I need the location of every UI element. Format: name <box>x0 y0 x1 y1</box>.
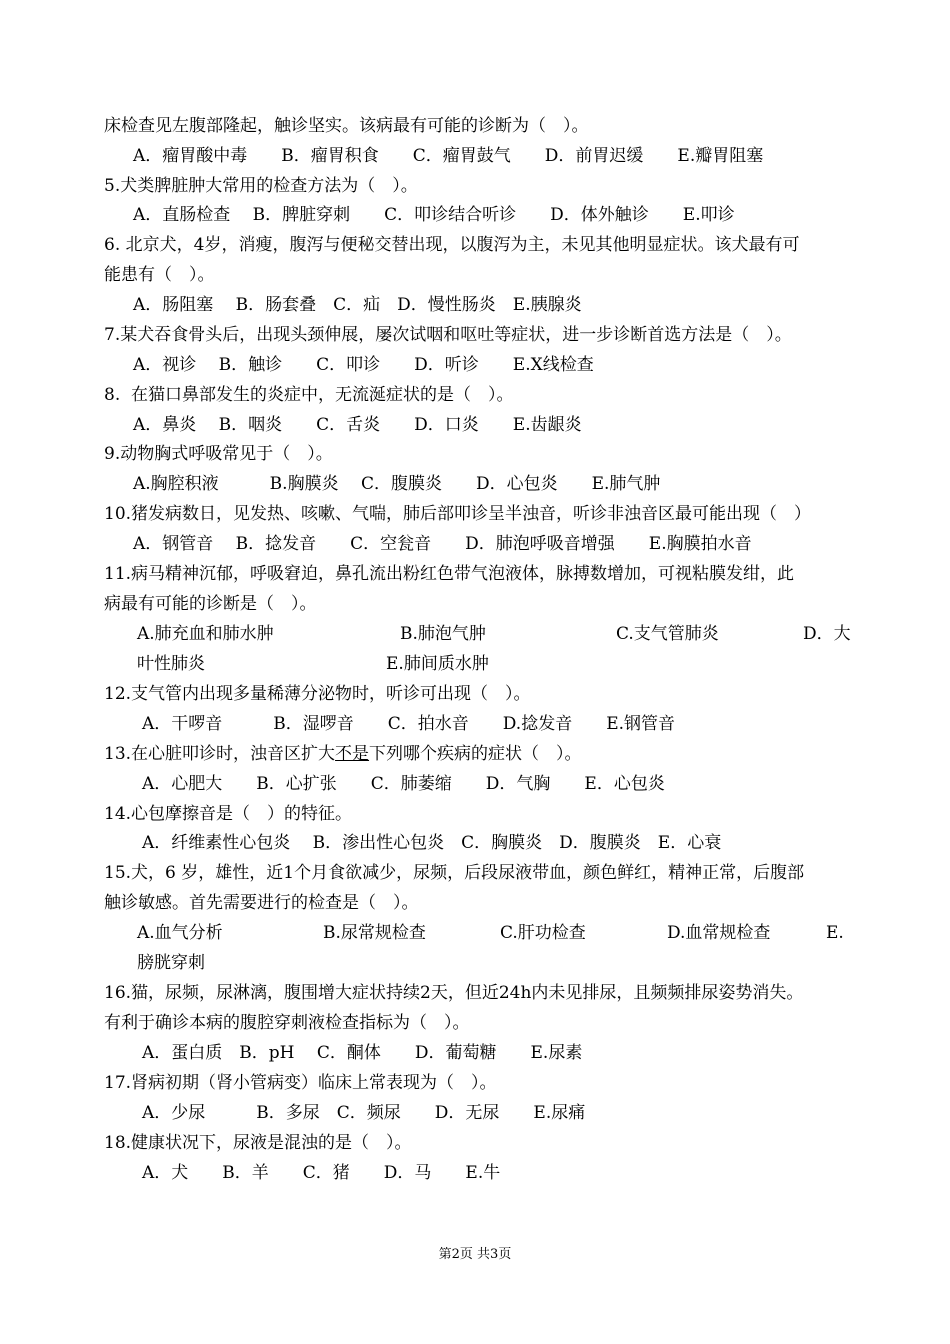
text-line <box>142 1042 582 1064</box>
text-line <box>104 503 811 525</box>
text-line <box>386 653 489 675</box>
line-text: 膀胱穿刺 <box>137 953 205 973</box>
text-line <box>133 533 752 555</box>
line-text: 11.病马精神沉郁，呼吸窘迫，鼻孔流出粉红色带气泡液体，脉搏数增加，可视粘膜发绀，此 <box>104 564 795 584</box>
line-text: A．纤维素性心包炎 B．渗出性心包炎 C．胸膜炎 D．腹膜炎 E．心衰 <box>142 833 722 853</box>
text-line <box>826 922 844 944</box>
line-text: A．直肠检查 B．脾脏穿刺 C．叩诊结合听诊 D．体外触诊 E.叩诊 <box>133 205 735 225</box>
text-line <box>104 264 215 286</box>
text-line <box>323 922 426 944</box>
line-text: D.血常规检查 <box>667 923 771 943</box>
line-text: 有利于确诊本病的腹腔穿刺液检查指标为（ ）。 <box>104 1013 470 1033</box>
line-text: 叶性肺炎 <box>137 654 205 674</box>
line-text: 8. 在猫口鼻部发生的炎症中，无流涎症状的是（ ）。 <box>104 385 514 405</box>
line-text: A．视诊 B．触诊 C．叩诊 D．听诊 E.X线检查 <box>133 355 594 375</box>
line-text: A.肺充血和肺水肿 <box>137 624 274 644</box>
text-line <box>104 234 799 256</box>
text-line <box>104 683 531 705</box>
line-text: 6. 北京犬，4岁，消瘦，腹泻与便秘交替出现，以腹泻为主，未见其他明显症状。该犬最有可 <box>104 235 800 255</box>
line-text: A．少尿 B．多尿 C．频尿 D．无尿 E.尿痛 <box>142 1103 586 1123</box>
line-text: A．肠阻塞 B．肠套叠 C．疝 D．慢性肠炎 E.胰腺炎 <box>133 295 582 315</box>
line-text: B.肺泡气肿 <box>400 624 486 644</box>
text-line <box>500 922 586 944</box>
line-text: 16.猫，尿频，尿淋漓，腹围增大症状持续2天，但近24h内未见排尿，且频频排尿姿势消失。 <box>104 983 804 1003</box>
line-text: 5.犬类脾脏肿大常用的检查方法为（ ）。 <box>104 176 418 196</box>
text-line <box>400 623 486 645</box>
text-line <box>133 145 763 167</box>
text-line <box>142 773 665 795</box>
text-line <box>133 204 735 226</box>
text-line <box>616 623 719 645</box>
line-text: 9.动物胸式呼吸常见于（ ）。 <box>104 444 333 464</box>
line-text: C.肝功检查 <box>500 923 586 943</box>
text-line <box>104 803 352 825</box>
line-text: 13.在心脏叩诊时，浊音区扩大 <box>104 744 336 764</box>
line-text: C.支气管肺炎 <box>616 624 719 644</box>
text-line <box>104 384 514 406</box>
text-line <box>137 922 223 944</box>
line-text: A.血气分析 <box>137 923 223 943</box>
text-line <box>803 623 851 645</box>
line-text: 床检查见左腹部隆起，触诊坚实。该病最有可能的诊断为（ ）。 <box>104 116 589 136</box>
line-text: D．大 <box>803 624 851 644</box>
text-line <box>104 324 792 346</box>
text-line <box>137 952 205 974</box>
text-line <box>104 1012 470 1034</box>
text-line <box>137 623 274 645</box>
text-line <box>137 653 205 675</box>
line-text: A．干啰音 B．湿啰音 C．拍水音 D.捻发音 E.钢管音 <box>142 714 676 734</box>
line-text: E.肺间质水肿 <box>386 654 489 674</box>
line-text: 10.猪发病数日，见发热、咳嗽、气喘，肺后部叩诊呈半浊音，听诊非浊音区最可能出现（ ） <box>104 504 812 524</box>
text-line <box>133 473 660 495</box>
line-text: A．钢管音 B．捻发音 C．空瓮音 D．肺泡呼吸音增强 E.胸膜拍水音 <box>133 534 752 554</box>
line-text: 7.某犬吞食骨头后，出现头颈伸展，屡次试咽和呕吐等症状，进一步诊断首选方法是（ ）。 <box>104 325 792 345</box>
line-text: 能患有（ ）。 <box>104 265 215 285</box>
line-text: 14.心包摩擦音是（ ）的特征。 <box>104 804 353 824</box>
text-line <box>104 443 333 465</box>
page-footer: 第2页 共3页 <box>438 1247 512 1262</box>
line-text: A．心肥大 B．心扩张 C．肺萎缩 D．气胸 E．心包炎 <box>142 774 665 794</box>
line-text: A．蛋白质 B．pH C．酮体 D．葡萄糖 E.尿素 <box>142 1043 583 1063</box>
line-text: 病最有可能的诊断是（ ）。 <box>104 594 317 614</box>
text-line <box>142 713 675 735</box>
text-line <box>104 563 794 585</box>
text-line <box>104 982 803 1004</box>
line-text: 触诊敏感。首先需要进行的检查是（ ）。 <box>104 893 419 913</box>
line-text: 12.支气管内出现多量稀薄分泌物时，听诊可出现（ ）。 <box>104 684 531 704</box>
line-text: A.胸腔积液 B.胸膜炎 C．腹膜炎 D．心包炎 E.肺气肿 <box>133 474 661 494</box>
text-line <box>104 175 418 197</box>
text-line <box>142 832 721 854</box>
line-text: E. <box>826 923 844 943</box>
text-line <box>133 294 582 316</box>
underlined-text: 不是 <box>335 744 370 764</box>
text-line <box>142 1102 585 1124</box>
line-text: 17.肾病初期（肾小管病变）临床上常表现为（ ）。 <box>104 1073 497 1093</box>
text-line <box>667 922 770 944</box>
line-text: 18.健康状况下，尿液是混浊的是（ ）。 <box>104 1133 412 1153</box>
text-line <box>133 354 594 376</box>
line-text: A．鼻炎 B．咽炎 C．舌炎 D．口炎 E.齿龈炎 <box>133 415 582 435</box>
text-line <box>104 892 419 914</box>
text-line <box>104 1072 497 1094</box>
text-line <box>104 1132 412 1154</box>
text-line <box>104 593 317 615</box>
text-line <box>142 1162 500 1184</box>
line-text: 15.犬，6 岁，雄性，近1个月食欲减少，尿频，后段尿液带血，颜色鲜红，精神正常，后腹部 <box>104 863 805 883</box>
text-line <box>133 414 582 436</box>
line-text: A．瘤胃酸中毒 B．瘤胃积食 C．瘤胃鼓气 D．前胃迟缓 E.瓣胃阻塞 <box>133 146 764 166</box>
text-line <box>104 862 804 884</box>
line-text-continued: 下列哪个疾病的症状（ ）。 <box>369 744 582 764</box>
line-text: B.尿常规检查 <box>323 923 426 943</box>
line-text: A．犬 B．羊 C．猪 D．马 E.牛 <box>142 1163 501 1183</box>
text-line <box>104 743 582 765</box>
text-line <box>104 115 589 137</box>
